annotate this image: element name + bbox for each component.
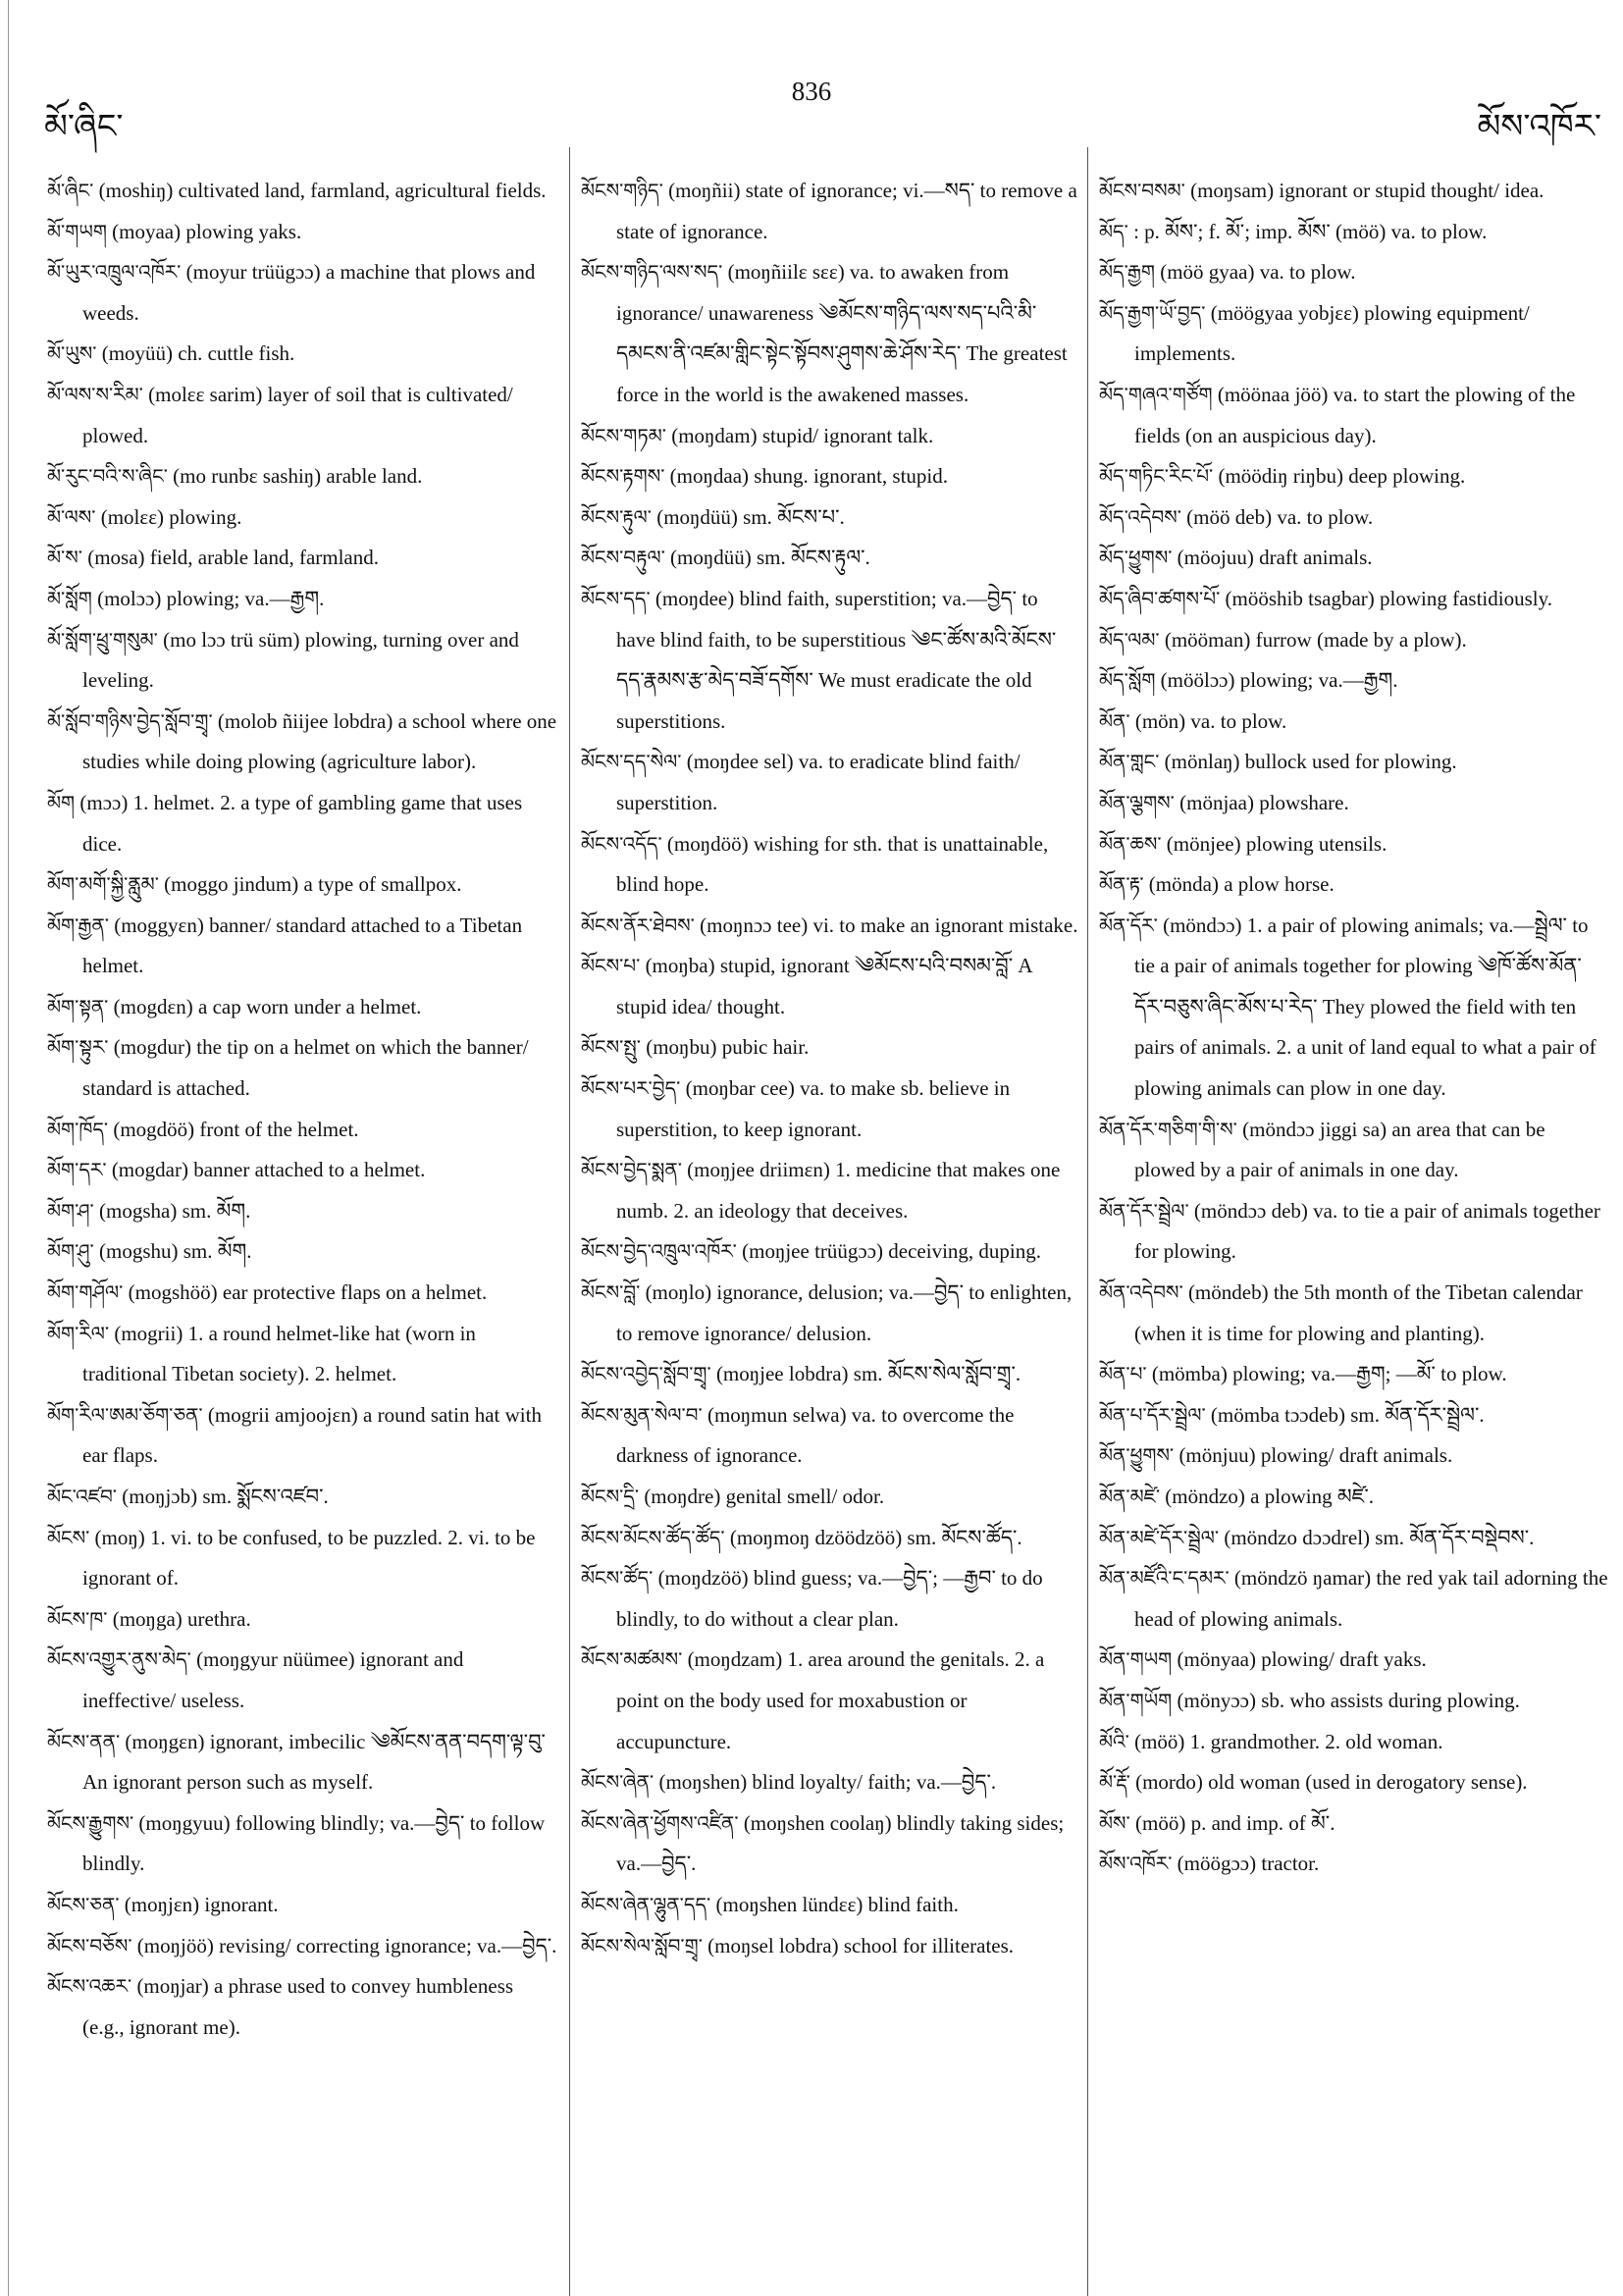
entry-definition: (moyur trüügɔɔ) a machine that plows and weeds. (82, 260, 536, 325)
column-1 (47, 171, 557, 2048)
entry-headword: མོག་ཤུ་ (47, 1239, 94, 1264)
dictionary-entry (581, 416, 1079, 457)
entry-headword: མོ་གཡག (47, 219, 107, 243)
entry-definition: (molob ñiijee lobdra) a school where one studies while doing plowing (agriculture labor). (82, 708, 557, 774)
entry-definition: (moyaa) plowing yaks. (112, 219, 302, 243)
entry-headword: མོ་ས་ (47, 546, 82, 570)
dictionary-entry (47, 1231, 557, 1273)
dictionary-entry (47, 1314, 557, 1395)
entry-headword: མོག (47, 790, 76, 814)
entry-headword: མོ་ལས་ས་རིམ་ (47, 382, 143, 406)
dictionary-entry (581, 742, 1079, 823)
entry-definition: (moŋjɔb) sm. སྨོངས་འཛབ་. (122, 1485, 329, 1508)
entry-definition: (mogdar) banner attached to a helmet. (111, 1158, 426, 1182)
entry-definition: (möndɔɔ) 1. a pair of plowing animals; va.—སྦྲེལ་ to tie a pair of animals together for plowing ༄ཁོ་ཚོས་མོན་དོར་བཅུས་ཞིང་མོས་པ་རེད་ They plowed the field with ten pairs of animals. 2. a unit of land equal to what a pair of plowing animals can plow in one day. (1134, 913, 1597, 1101)
dictionary-entry (1099, 293, 1609, 375)
dictionary-entry (581, 1231, 1079, 1273)
dictionary-entry (1099, 906, 1609, 1110)
entry-definition: (moŋdee sel) va. to eradicate blind faith/ superstition. (616, 750, 1021, 814)
entry-headword: མོངས་བསམ་ (1099, 179, 1185, 202)
entry-definition: (mömba) plowing; va.—རྒྱག; —མོ་ to plow. (1151, 1362, 1507, 1386)
dictionary-entry (1099, 783, 1609, 824)
entry-definition: (moŋba) stupid, ignorant ༄མོངས་པའི་བསམ་བློ་ A stupid idea/ thought. (616, 954, 1032, 1018)
entry-definition: (moŋbar cee) va. to make sb. believe in superstition, to keep ignorant. (616, 1076, 1011, 1141)
entry-definition: (moyüü) ch. cuttle fish. (101, 341, 295, 366)
dictionary-entry (47, 579, 557, 620)
dictionary-entry (581, 1354, 1079, 1395)
entry-definition: (moŋgɛn) ignorant, imbecilic ༄མོངས་ནན་བདག་ལྟ་བུ་ An ignorant person such as myself. (82, 1729, 546, 1795)
entry-definition: (mönyɔɔ) sb. who assists during plowing. (1177, 1688, 1520, 1712)
entry-headword: མོ་ཡུར་འཁྲུལ་འཁོར་ (47, 260, 182, 285)
dictionary-entry (581, 1477, 1079, 1518)
entry-headword: མོངས་བཅོས་ (47, 1933, 132, 1957)
entry-definition: (moggo jindum) a type of smallpox. (164, 872, 462, 897)
entry-headword: མོག་སྟུར་ (47, 1035, 109, 1060)
entry-definition: (mɔɔ) 1. helmet. 2. a type of gambling game that uses dice. (79, 790, 523, 856)
entry-headword: མོད་ཕྱུགས་ (1099, 546, 1173, 570)
entry-headword: མོ་ལས་ (47, 504, 96, 529)
entry-headword: མོངས་མཚམས་ (581, 1647, 683, 1672)
entry-headword: མོ་སློབ་གཉིས་བྱེད་སློབ་གྲྭ་ (47, 708, 213, 733)
dictionary-entry (47, 334, 557, 375)
entry-headword: མོ་རྡོ་ (1099, 1770, 1130, 1795)
entry-headword: མོངས་དད་སེལ་ (581, 750, 682, 774)
entry-headword: མོངས་རྟགས་ (581, 464, 665, 489)
entry-definition: (moshiŋ) cultivated land, farmland, agricultural fields. (98, 179, 547, 202)
entry-headword: མོངས་མུན་སེལ་བ་ (581, 1402, 703, 1427)
entry-headword: མོངས་འགྱུར་ནུས་མེད་ (47, 1647, 191, 1672)
entry-definition: (möndɔɔ jiggi sa) an area that can be plowed by a pair of animals in one day. (1134, 1117, 1545, 1182)
entry-headword: མོན་འདེབས་ (1099, 1280, 1183, 1305)
entry-headword: མོན་དོར་གཅིག་གི་ས་ (1099, 1117, 1237, 1141)
dictionary-entry (581, 252, 1079, 415)
dictionary-entry (47, 1926, 557, 1967)
entry-definition: (moŋlo) ignorance, delusion; va.—བྱེད་ to enlighten, to remove ignorance/ delusion. (616, 1280, 1073, 1345)
dictionary-entry (47, 375, 557, 456)
entry-definition: (möndeb) the 5th month of the Tibetan calendar (when it is time for plowing and planting). (1134, 1280, 1583, 1345)
dictionary-entry (581, 1027, 1079, 1069)
dictionary-entry (1099, 1273, 1609, 1354)
entry-headword: མོངས་གཉིད་ (581, 179, 663, 202)
entry-headword: མོད་སློག (1099, 668, 1156, 693)
entry-definition: (mön) va. to plow. (1134, 708, 1287, 733)
entry-headword: མོག་ཁོད་ (47, 1117, 109, 1141)
left-running-head: མོ་ཞིང་ (44, 107, 124, 146)
dictionary-entry (581, 1762, 1079, 1803)
entry-definition: (mordo) old woman (used in derogatory sense). (1135, 1770, 1528, 1795)
entry-headword: མོ་རུང་བའི་ས་ཞིང་ (47, 464, 168, 489)
dictionary-entry (47, 1518, 557, 1599)
entry-headword: མོན་མཛེ་ (1099, 1485, 1161, 1508)
entry-headword: མོངས་སྤུ་ (581, 1035, 641, 1060)
entry-definition: (moŋdüü) sm. མོངས་པ་. (656, 504, 845, 529)
entry-headword: མོན་རྟ་ (1099, 872, 1144, 897)
entry-headword: མོན་ཆས་ (1099, 831, 1162, 856)
entry-definition: (moŋjöö) revising/ correcting ignorance; va.—བྱེད་. (136, 1933, 557, 1957)
entry-headword: མོ་ཡུས་ (47, 341, 97, 366)
dictionary-entry (47, 1395, 557, 1477)
dictionary-entry (1099, 171, 1609, 212)
entry-definition: (mönlaŋ) bullock used for plowing. (1164, 750, 1457, 774)
entry-definition: (mogshu) sm. མོག. (99, 1239, 252, 1264)
dictionary-entry (1099, 1477, 1609, 1518)
entry-definition: (möndzö ŋamar) the red yak tail adorning the head of plowing animals. (1134, 1566, 1608, 1631)
dictionary-entry (1099, 1681, 1609, 1722)
entry-definition: (mo lɔɔ trü süm) plowing, turning over and leveling. (82, 627, 519, 693)
entry-headword: མོངས་མོངས་ཚོད་ཚོད་ (581, 1525, 725, 1549)
column-3 (1099, 171, 1609, 1885)
entry-definition: (möödiŋ riŋbu) deep plowing. (1218, 464, 1466, 489)
dictionary-entry (47, 497, 557, 539)
dictionary-entry (1099, 538, 1609, 579)
dictionary-entry (47, 783, 557, 864)
entry-definition: (moŋshen lündɛɛ) blind faith. (715, 1892, 959, 1916)
entry-definition: (möö) 1. grandmother. 2. old woman. (1134, 1729, 1443, 1753)
entry-definition: (moŋjee lobdra) sm. མོངས་སེལ་སློབ་གྲྭ་. (715, 1362, 1021, 1386)
entry-headword: མོན་ (1099, 708, 1130, 733)
page-number: 836 (791, 77, 832, 106)
entry-headword: མོག་རིལ་ཨམ་ཅོག་ཅན་ (47, 1402, 203, 1427)
entry-definition: (möö gyaa) va. to plow. (1160, 260, 1356, 285)
entry-definition: (mönyaa) plowing/ draft yaks. (1177, 1647, 1427, 1672)
dictionary-entry (1099, 1722, 1609, 1763)
dictionary-entry (581, 906, 1079, 947)
entry-definition: (moŋjɛn) ignorant. (124, 1892, 279, 1916)
entry-headword: མོད་ (1099, 219, 1128, 243)
entry-definition: (moŋshen) blind loyalty/ faith; va.—བྱེད་. (658, 1770, 997, 1795)
entry-definition: (moŋdaa) shung. ignorant, stupid. (669, 464, 949, 489)
entry-headword: མོངས་ནོར་ཐེབས་ (581, 913, 695, 937)
entry-headword: མོག་ཤ་ (47, 1198, 94, 1223)
dictionary-entry (581, 456, 1079, 497)
entry-definition: (mogdur) the tip on a helmet on which the banner/ standard is attached. (82, 1035, 529, 1101)
dictionary-entry (1099, 702, 1609, 743)
entry-headword: མོད་རྒྱག་ཡོ་བྱད་ (1099, 300, 1206, 325)
dictionary-entry (581, 1150, 1079, 1231)
entry-definition: (mönjee) plowing utensils. (1166, 831, 1387, 856)
dictionary-entry (47, 702, 557, 783)
entry-definition: (mogrii) 1. a round helmet-like hat (worn in traditional Tibetan society). 2. helmet. (82, 1321, 476, 1386)
dictionary-entry (47, 620, 557, 702)
entry-headword: མོག་གཤོལ་ (47, 1280, 124, 1305)
dictionary-entry (1099, 252, 1609, 293)
entry-definition: (moŋgyur nüümee) ignorant and ineffective/ useless. (82, 1647, 464, 1712)
entry-definition: (moŋñii) state of ignorance; vi.—སད་ to remove a state of ignorance. (616, 179, 1077, 243)
entry-headword: མོངས་བྱེད་སྨན་ (581, 1158, 682, 1182)
entry-definition: (molɛɛ sarim) layer of soil that is cultivated/ plowed. (82, 382, 513, 447)
dictionary-entry (1099, 864, 1609, 906)
dictionary-entry (47, 1150, 557, 1191)
dictionary-entry (581, 1885, 1079, 1926)
entry-headword: མོངས་ཁ་ (47, 1606, 108, 1631)
entry-headword: མོད་གཏིང་རིང་པོ་ (1099, 464, 1214, 489)
dictionary-entry (1099, 456, 1609, 497)
entry-definition: (molɔɔ) plowing; va.—རྒྱག. (97, 586, 325, 610)
entry-definition: (möö deb) va. to plow. (1186, 504, 1374, 529)
entry-headword: མོན་པ་ (1099, 1362, 1147, 1386)
dictionary-entry (581, 1803, 1079, 1885)
dictionary-entry (1099, 375, 1609, 456)
column-2 (581, 171, 1079, 1966)
entry-headword: མོའི་ (1099, 1729, 1129, 1753)
entry-headword: མོག་མགོ་སྐྱི་ནླུམ་ (47, 872, 159, 897)
entry-definition: (moŋdüü) sm. མོངས་རྟུལ་. (670, 546, 870, 570)
dictionary-entry (1099, 1191, 1609, 1273)
entry-headword: མོངས་འཆར་ (47, 1974, 132, 1999)
dictionary-entry (47, 987, 557, 1028)
dictionary-entry (47, 538, 557, 579)
entry-definition: (mönjuu) plowing/ draft animals. (1178, 1443, 1453, 1468)
entry-headword: མོད་གཞའ་གཙོག (1099, 382, 1213, 406)
entry-headword: མོངས་འབྱེད་སློབ་གྲྭ་ (581, 1362, 711, 1386)
dictionary-entry (581, 946, 1079, 1027)
entry-definition: (mogdɛn) a cap worn under a helmet. (113, 994, 422, 1018)
entry-definition: (molɛɛ) plowing. (100, 504, 242, 529)
dictionary-entry (47, 171, 557, 212)
entry-headword: མོངས་ཞེན་ཕྱོགས་འཛིན་ (581, 1810, 739, 1835)
entry-headword: མོངས་སེལ་སློབ་གྲྭ་ (581, 1933, 703, 1957)
dictionary-entry (47, 212, 557, 253)
entry-headword: མོངས་བརྟུལ་ (581, 546, 665, 570)
entry-headword: མོག་རིལ་ (47, 1321, 110, 1345)
entry-headword: མོན་པ་དོར་སྦྲེལ་ (1099, 1402, 1206, 1427)
entry-headword: མོན་དོར་ (1099, 913, 1158, 937)
entry-definition: (mogdöö) front of the helmet. (113, 1117, 359, 1141)
entry-definition: (moŋ) 1. vi. to be confused, to be puzzled. 2. vi. to be ignorant of. (82, 1525, 536, 1591)
entry-definition: (mömba tɔɔdeb) sm. མོན་དོར་སྦྲེལ་. (1210, 1402, 1485, 1427)
dictionary-entry (47, 1027, 557, 1109)
entry-headword: མོད་རྒྱག (1099, 260, 1155, 285)
entry-headword: མོག་རྒྱན་ (47, 913, 109, 937)
page-edge-line (8, 0, 9, 2296)
entry-headword: མོངས་ཅན་ (47, 1892, 120, 1916)
dictionary-entry (581, 579, 1079, 742)
entry-definition: : p. མོས་; f. མོ་; imp. མོས་ (möö) va. to plow. (1133, 219, 1488, 243)
dictionary-entry (1099, 1395, 1609, 1436)
dictionary-entry (47, 1273, 557, 1314)
entry-headword: མོངས་ནན་ (47, 1729, 121, 1753)
dictionary-entry (47, 1803, 557, 1885)
entry-definition: (moŋjee driimɛn) 1. medicine that makes one numb. 2. an ideology that deceives. (616, 1158, 1061, 1223)
entry-definition: (mönjaa) plowshare. (1179, 790, 1349, 814)
dictionary-entry (1099, 1844, 1609, 1885)
entry-definition: (moggyɛn) banner/ standard attached to a Tibetan helmet. (82, 913, 523, 978)
entry-definition: (möögɔɔ) tractor. (1177, 1852, 1320, 1876)
entry-definition: (moŋdam) stupid/ ignorant talk. (671, 423, 934, 447)
entry-definition: (moŋsam) ignorant or stupid thought/ idea. (1190, 179, 1544, 202)
entry-headword: མོངས་དྲི་ (581, 1485, 640, 1508)
entry-headword: མོ་ཞིང་ (47, 179, 94, 202)
dictionary-entry (1099, 620, 1609, 661)
entry-definition: (moŋdre) genital smell/ odor. (644, 1485, 885, 1508)
entry-definition: (möndɔɔ deb) va. to tie a pair of animals together for plowing. (1134, 1198, 1600, 1264)
entry-headword: མོངས་དད་ (581, 586, 651, 610)
entry-definition: (möndzo) a plowing མཛེ་. (1165, 1485, 1375, 1508)
entry-headword: མོངས་རྟུལ་ (581, 504, 652, 529)
dictionary-entry (581, 171, 1079, 252)
entry-definition: (möojuu) draft animals. (1177, 546, 1373, 570)
entry-definition: (möönaa jöö) va. to start the plowing of the fields (on an auspicious day). (1134, 382, 1576, 447)
entry-definition: (moŋsel lobdra) school for illiterates. (707, 1933, 1015, 1957)
dictionary-entry (581, 538, 1079, 579)
entry-definition: (moŋñiilɛ sɛɛ) va. to awaken from ignorance/ unawareness ༄མོངས་གཉིད་ལས་སད་པའི་མི་དམངས་ནི་འཛམ་གླིང་སྟེང་སྟོབས་ཤུགས་ཆེ་ཤོས་རེད་ The greatest force in the world is the awakened masses. (616, 260, 1068, 406)
entry-definition: (mönda) a plow horse. (1148, 872, 1335, 897)
dictionary-entry (581, 1518, 1079, 1559)
column-rule-1 (569, 147, 570, 2296)
entry-headword: མོད་ཞིབ་ཚགས་པོ་ (1099, 586, 1221, 610)
entry-headword: མོངས་བྱེད་འཁྲུལ་འཁོར་ (581, 1239, 737, 1264)
dictionary-entry (1099, 1762, 1609, 1803)
entry-definition: (moŋjar) a phrase used to convey humbleness (e.g., ignorant me). (82, 1974, 514, 2039)
entry-headword: མོས་ (1099, 1810, 1130, 1835)
dictionary-entry (1099, 1558, 1609, 1640)
dictionary-entry (1099, 212, 1609, 253)
entry-definition: (moŋnɔɔ tee) vi. to make an ignorant mistake. (700, 913, 1078, 937)
dictionary-entry (581, 1640, 1079, 1762)
entry-definition: (moŋjee trüügɔɔ) deceiving, duping. (742, 1239, 1041, 1264)
entry-headword: མོངས་རྒྱུགས་ (47, 1810, 134, 1835)
entry-definition: (möölɔɔ) plowing; va.—རྒྱག. (1160, 668, 1398, 693)
entry-definition: (moŋdöö) wishing for sth. that is unattainable, blind hope. (616, 831, 1049, 897)
entry-headword: མོངས་གཏམ་ (581, 423, 666, 447)
entry-headword: མོན་མཛེ་དོར་སྦྲེལ་ (1099, 1525, 1220, 1549)
entry-headword: མོ་སློག (47, 586, 92, 610)
entry-definition: (mo runbɛ sashiŋ) arable land. (173, 464, 423, 489)
dictionary-entry (581, 824, 1079, 906)
entry-headword: མོངས་འདོད་ (581, 831, 662, 856)
dictionary-entry (47, 1640, 557, 1721)
dictionary-entry (1099, 1435, 1609, 1477)
entry-headword: མོས་འཁོར་ (1099, 1852, 1173, 1876)
entry-headword: མོན་ཕྱུགས་ (1099, 1443, 1175, 1468)
dictionary-entry (47, 1477, 557, 1518)
entry-headword: མོན་གླང་ (1099, 750, 1160, 774)
entry-headword: མོན་གཡག (1099, 1647, 1173, 1672)
entry-definition: (mööman) furrow (made by a plow). (1164, 627, 1467, 652)
entry-definition: (mosa) field, arable land, farmland. (87, 546, 379, 570)
dictionary-entry (581, 1069, 1079, 1150)
entry-definition: (mogshöö) ear protective flaps on a helmet. (128, 1280, 488, 1305)
entry-definition: (mogrii amjoojɛn) a round satin hat with ear flaps. (82, 1402, 542, 1468)
dictionary-entry (47, 1191, 557, 1232)
entry-definition: (möö) p. and imp. of མོ་. (1135, 1810, 1335, 1835)
dictionary-entry (47, 1722, 557, 1803)
entry-definition: (moŋbu) pubic hair. (646, 1035, 810, 1060)
dictionary-entry (1099, 1110, 1609, 1191)
dictionary-entry (1099, 497, 1609, 539)
entry-headword: མོན་མཛོའི་ང་དམར་ (1099, 1566, 1230, 1591)
dictionary-entry (1099, 579, 1609, 620)
entry-headword: མོན་དོར་སྦྲེལ་ (1099, 1198, 1189, 1223)
entry-headword: མོངས་པ་ (581, 954, 641, 978)
dictionary-entry (47, 252, 557, 334)
column-rule-2 (1087, 147, 1088, 2296)
dictionary-entry (1099, 824, 1609, 865)
entry-headword: མོད་འདེབས་ (1099, 504, 1181, 529)
entry-definition: (moŋshen coolaŋ) blindly taking sides; va.—བྱེད་. (616, 1810, 1065, 1876)
dictionary-entry (581, 1273, 1079, 1354)
entry-headword: མོ་སློག་ཕྲུ་གསུམ་ (47, 627, 158, 652)
dictionary-entry (47, 456, 557, 497)
right-running-head: མོས་འཁོར་ (1477, 107, 1601, 146)
entry-definition: (möögyaa yobjɛɛ) plowing equipment/ implements. (1134, 300, 1530, 366)
entry-headword: མོང་འཛབ་ (47, 1485, 117, 1508)
entry-headword: མོན་ལྕགས་ (1099, 790, 1175, 814)
dictionary-entry (47, 864, 557, 906)
entry-headword: མོངས་བློ་ (581, 1280, 641, 1305)
entry-headword: མོག་དར་ (47, 1158, 107, 1182)
entry-definition: (moŋmun selwa) va. to overcome the darkness of ignorance. (616, 1402, 1015, 1468)
entry-definition: (moŋdee) blind faith, superstition; va.—བྱེད་ to have blind faith, to be superstitious ༄ང་ཚོས་མའི་མོངས་དད་རྣམས་རྩ་མེད་བཟོ་དགོས་ We must eradicate the old superstitions. (616, 586, 1057, 733)
dictionary-entry (581, 1558, 1079, 1640)
entry-definition: (moŋga) urethra. (112, 1606, 251, 1631)
entry-headword: མོན་གཡོག (1099, 1688, 1173, 1712)
dictionary-entry (1099, 1518, 1609, 1559)
entry-definition: (moŋmoŋ dzöödzöö) sm. མོངས་ཚོད་. (729, 1525, 1022, 1549)
dictionary-entry (1099, 660, 1609, 702)
entry-headword: མོངས་ཞེན་ལྷུན་དད་ (581, 1892, 711, 1916)
entry-definition: (moŋgyuu) following blindly; va.—བྱེད་ to follow blindly. (82, 1810, 546, 1876)
dictionary-entry (47, 1599, 557, 1641)
entry-definition: (moŋdzöö) blind guess; va.—བྱེད་; —རྒྱབ་ to do blindly, to do without a clear plan. (616, 1566, 1043, 1631)
dictionary-entry (1099, 1640, 1609, 1681)
dictionary-entry (47, 1885, 557, 1926)
entry-headword: མོད་ལམ་ (1099, 627, 1160, 652)
entry-headword: མོངས་ཞེན་ (581, 1770, 654, 1795)
entry-headword: མོག་སྟན་ (47, 994, 109, 1018)
entry-headword: མོངས་པར་བྱེད་ (581, 1076, 681, 1101)
dictionary-entry (1099, 742, 1609, 783)
entry-headword: མོངས་གཉིད་ལས་སད་ (581, 260, 723, 285)
entry-definition: (mööshib tsagbar) plowing fastidiously. (1225, 586, 1552, 610)
dictionary-entry (47, 1110, 557, 1151)
dictionary-entry (1099, 1354, 1609, 1395)
dictionary-entry (47, 906, 557, 987)
entry-headword: མོངས་ཚོད་ (581, 1566, 654, 1591)
entry-definition: (mogsha) sm. མོག. (99, 1198, 251, 1223)
dictionary-entry (1099, 1803, 1609, 1845)
entry-headword: མོངས་ (47, 1525, 90, 1549)
entry-definition: (moŋdzam) 1. area around the genitals. 2. a point on the body used for moxabustion or accupuncture. (616, 1647, 1045, 1753)
dictionary-entry (581, 1926, 1079, 1967)
dictionary-entry (581, 1395, 1079, 1477)
entry-definition: (möndzo dɔɔdrel) sm. མོན་དོར་བསྡེབས་. (1224, 1525, 1535, 1549)
dictionary-entry (581, 497, 1079, 539)
dictionary-entry (47, 1966, 557, 2048)
